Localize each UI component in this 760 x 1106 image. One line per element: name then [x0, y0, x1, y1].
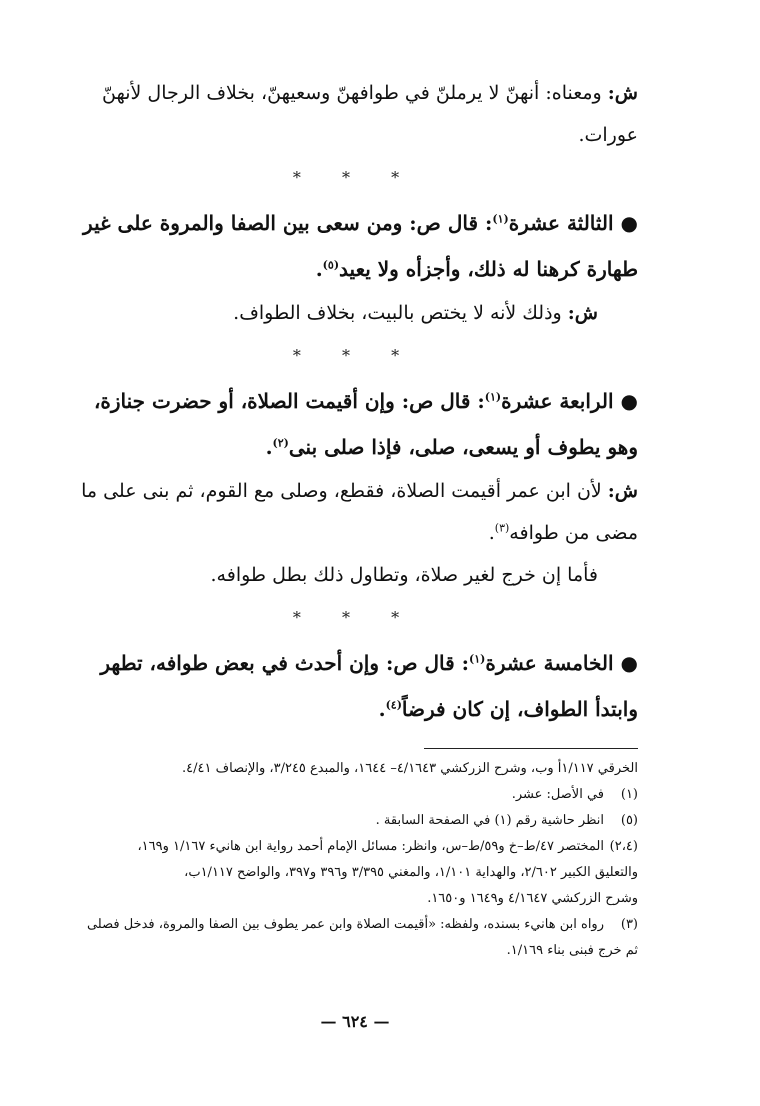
- footnote-text-line: وشرح الزركشي ٤/١٦٤٧ و١٦٤٩ و١٦٥٠.: [427, 891, 638, 906]
- issue-13: [72, 200, 638, 292]
- issue-text: : قال ص: وإن أقيمت الصلاة، أو حضرت جنازة، وهو يطوف أو يسعى، صلى، فإذا صلى بنى: [93, 389, 638, 459]
- issue-heading: ● الرابعة عشرة: [501, 389, 638, 413]
- footnote-divider: [424, 748, 638, 749]
- punctuation: .: [378, 697, 386, 721]
- issue-text: : قال ص: ومن سعى بين الصفا والمروة على غير طهارة كرهنا له ذلك، وأجزأه ولا يعيد: [83, 211, 638, 281]
- issue-heading: ● الخامسة عشرة: [485, 651, 638, 675]
- footnote-text: المختصر ٤٧/ط–خ و٥٩/ط–س، وانظر: مسائل الإمام أحمد رواية ابن هانيء ١/١٦٧ و١٦٩،: [137, 839, 604, 854]
- paragraph-3: [72, 292, 638, 334]
- issue-15: [72, 640, 638, 732]
- paragraph-1: [72, 72, 638, 156]
- footnote-item: [72, 782, 638, 808]
- footnote-number: (٣): [620, 917, 638, 932]
- footnote-number: (٢،٤): [609, 839, 638, 854]
- paragraph-text: وذلك لأنه لا يختص بالبيت، بخلاف الطواف.: [233, 302, 568, 324]
- footnote-item: [72, 834, 638, 860]
- footnote-text: رواه ابن هانيء بسنده، ولفظه: «أقيمت الصلاة وابن عمر يطوف بين الصفا والمروة، فدخل فصلى: [86, 917, 604, 932]
- footnote-ref: (١): [492, 212, 509, 226]
- section-separator: * * *: [292, 608, 418, 627]
- issue-text: : قال ص: وإن أحدث في بعض طوافه، تطهر وابتدأ الطواف، إن كان فرضاً: [100, 651, 638, 721]
- footnote-ref: (٣): [494, 521, 510, 535]
- paragraph-label: ش:: [567, 302, 598, 324]
- footnote-ref: (٢): [272, 436, 289, 450]
- punctuation: .: [265, 435, 273, 459]
- page-number: — ٦٢٤ —: [320, 1012, 390, 1031]
- footnote-continuation: الخرقي ١/١١٧أ وب، وشرح الزركشي ٤/١٦٤٣– ١٦٤٤، والمبدع ٣/٢٤٥، والإنصاف ٤/٤١.: [182, 761, 638, 776]
- footnote-number: (١): [620, 787, 638, 802]
- footnote-text: انظر حاشية رقم (١) في الصفحة السابقة .: [375, 813, 604, 828]
- footnotes: [72, 756, 638, 964]
- footnote-item: [72, 808, 638, 834]
- section-separator: * * *: [292, 346, 418, 365]
- paragraph-label: ش:: [607, 480, 638, 502]
- paragraph-text: ومعناه: أنهنّ لا يرملنّ في طوافهنّ وسعيهنّ، بخلاف الرجال لأنهنّ عورات.: [102, 82, 638, 146]
- footnote-text: في الأصل: عشر.: [511, 787, 604, 802]
- paragraph-5: [72, 470, 638, 554]
- footnote-number: (٥): [620, 813, 638, 828]
- document-page: [72, 72, 638, 1052]
- footnote-ref: (١): [469, 652, 486, 666]
- footnote-ref: (٥): [322, 258, 340, 272]
- footnote-text-line: ثم خرج فبنى بناء ١/١٦٩.: [506, 943, 638, 958]
- section-separator: * * *: [292, 168, 418, 187]
- paragraph-6: فأما إن خرج لغير صلاة، وتطاول ذلك بطل طوافه.: [210, 564, 598, 586]
- punctuation: .: [488, 522, 495, 544]
- footnote-text-line: والتعليق الكبير ٢/٦٠٢، والهداية ١/١٠١، والمغني ٣/٣٩٥ و٣٩٦ و٣٩٧، والواضح ١/١١٧ب،: [184, 865, 638, 880]
- footnote-ref: (١): [484, 390, 502, 404]
- issue-14: [72, 378, 638, 470]
- footnote-ref: (٤): [385, 698, 402, 712]
- punctuation: .: [315, 257, 323, 281]
- paragraph-text: لأن ابن عمر أقيمت الصلاة، فقطع، وصلى مع القوم، ثم بنى على ما مضى من طوافه: [81, 480, 638, 544]
- footnote-item: [72, 912, 638, 938]
- issue-heading: ● الثالثة عشرة: [508, 211, 638, 235]
- paragraph-label: ش:: [607, 82, 638, 104]
